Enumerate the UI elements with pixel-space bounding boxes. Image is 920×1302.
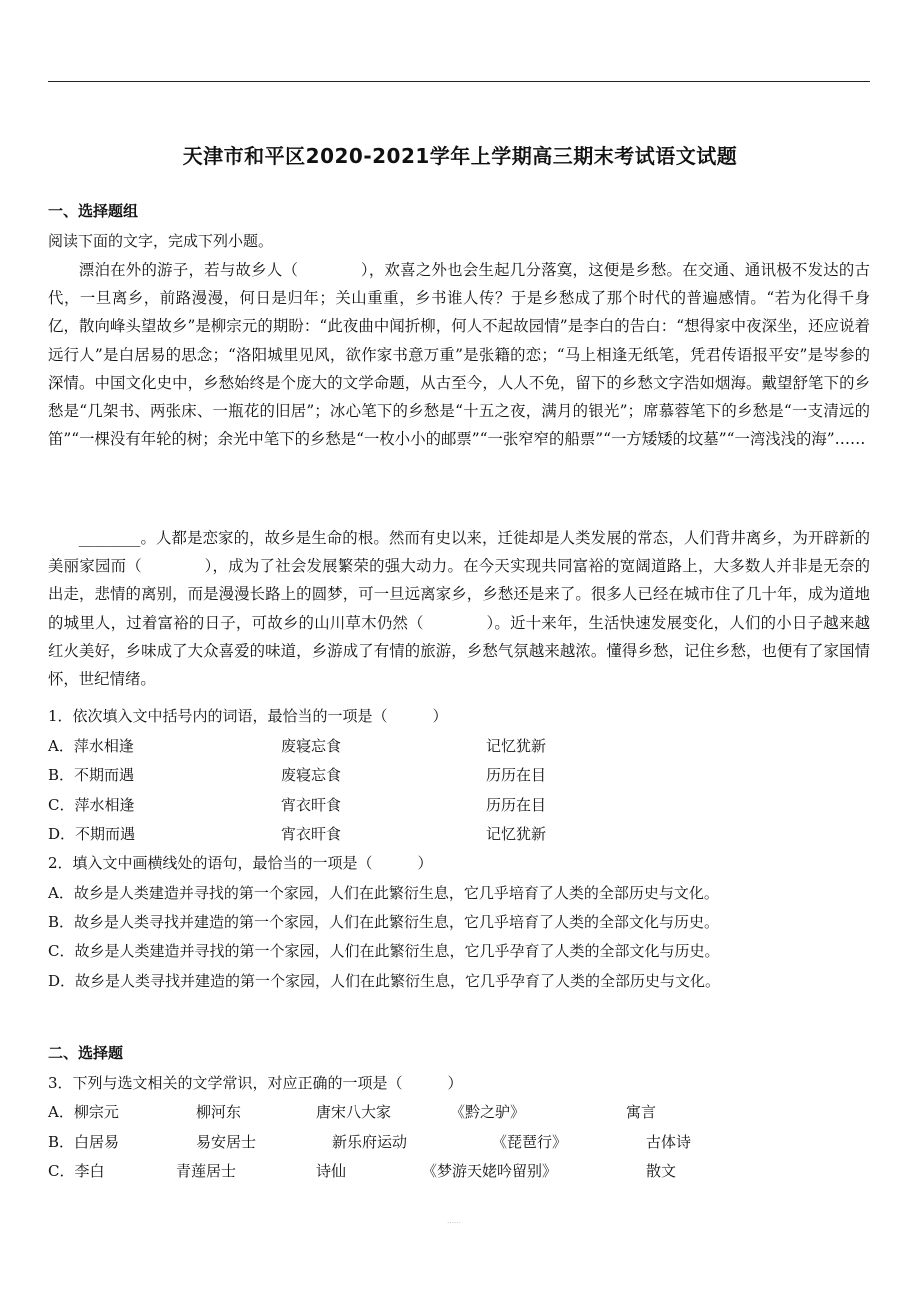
question-3-stem: 3．下列与选文相关的文学常识，对应正确的一项是（ ） <box>48 1074 463 1092</box>
option-text: 废寝忘食 <box>281 766 342 785</box>
question-1-option-d[interactable] <box>48 823 870 852</box>
question-3-option-c[interactable] <box>48 1160 870 1190</box>
question-3-options <box>48 1101 870 1190</box>
option-text: 宵衣旰食 <box>281 825 342 844</box>
option-text: 唐宋八大家 <box>316 1103 392 1121</box>
option-text: 青莲居士 <box>176 1162 237 1181</box>
question-3-option-a[interactable] <box>48 1101 870 1131</box>
option-text: 废寝忘食 <box>281 737 342 755</box>
option-text: B．白居易 <box>48 1132 120 1151</box>
option-text: 宵衣旰食 <box>281 795 342 814</box>
option-text: 寓言 <box>626 1103 657 1121</box>
header-rule <box>48 81 870 82</box>
option-text: 新乐府运动 <box>332 1132 408 1151</box>
section-heading-2: 二、选择题 <box>48 1044 124 1062</box>
question-2-option-c[interactable]: C．故乡是人类建造并寻找的第一个家园，人们在此繁衍生息，它几乎孕育了人类的全部文化与历史。 <box>48 942 720 961</box>
option-text: 散文 <box>646 1162 677 1181</box>
question-2-option-b[interactable]: B．故乡是人类寻找并建造的第一个家园，人们在此繁衍生息，它几乎培育了人类的全部文化与历史。 <box>48 913 720 932</box>
option-text: 《黔之驴》 <box>450 1103 526 1121</box>
option-text: 诗仙 <box>316 1162 347 1181</box>
question-1-option-c[interactable] <box>48 794 870 823</box>
passage-paragraph-1: 漂泊在外的游子，若与故乡人（ ），欢喜之外也会生起几分落寞，这便是乡愁。在交通、通讯极不发达的古代，一旦离乡，前路漫漫，何日是归年；关山重重，乡书谁人传？于是乡愁成了那个时代的普遍感情。“若为化得千身亿，散向峰头望故乡”是柳宗元的期盼：“此夜曲中闻折柳，何人不起故园情”是李白的告白：“想得家中夜深坐，还应说着远行人”是白居易的思念；“洛阳城里见风，欲作家书意万重”是张籍的恋；“马上相逢无纸笔，凭君传语报平安”是岑参的深情。中国文化史中，乡愁始终是个庞大的文学命题，从古至今，人人不免，留下的乡愁文字浩如烟海。戴望舒笔下的乡愁是“几架书、两张床、一瓶花的旧居”；冰心笔下的乡愁是“十五之夜，满月的银光”；席慕蓉笔下的乡愁是“一支清远的笛”“一棵没有年轮的树；余光中笔下的乡愁是“一枚小小的邮票”“一张窄窄的船票”“一方矮矮的坟墓”“一湾浅浅的海”…… <box>48 261 870 449</box>
option-text: 历历在目 <box>486 795 547 814</box>
section-heading-1: 一、选择题组 <box>48 202 139 220</box>
question-2-option-d[interactable]: D．故乡是人类寻找并建造的第一个家园，人们在此繁衍生息，它几乎孕育了人类的全部历史与文化。 <box>48 971 721 990</box>
option-text: A．萍水相逢 <box>48 737 134 755</box>
question-2-stem: 2．填入文中画横线处的语句，最恰当的一项是（ ） <box>48 854 433 872</box>
option-text: 《梦游天姥吟留别》 <box>422 1162 558 1181</box>
page-title: 天津市和平区2020-2021学年上学期高三期末考试语文试题 <box>182 144 738 168</box>
option-text: 历历在目 <box>486 766 547 785</box>
question-1-option-a[interactable] <box>48 735 870 764</box>
option-text: 《琵琶行》 <box>492 1132 568 1151</box>
question-2-options <box>48 882 870 999</box>
option-text: B．不期而遇 <box>48 766 135 785</box>
option-text: 柳河东 <box>196 1103 242 1121</box>
question-1-option-b[interactable] <box>48 764 870 793</box>
option-text: C．李白 <box>48 1162 105 1181</box>
question-3-option-b[interactable] <box>48 1131 870 1161</box>
option-text: D．不期而遇 <box>48 825 136 844</box>
passage-paragraph-2: ________。人都是恋家的，故乡是生命的根。然而有史以来，迁徙却是人类发展的常态，人们背井离乡，为开辟新的美丽家园而（ ），成为了社会发展繁荣的强大动力。在今天实现共同富裕的宽阔道路上，大多数人并非是无奈的出走，悲情的离别，而是漫漫长路上的圆梦，可一旦远离家乡，乡愁还是来了。很多人已经在城市住了几十年，成为道地的城里人，过着富裕的日子，可故乡的山川草木仍然（ ）。近十来年，生活快速发展变化，人们的小日子越来越红火美好，乡味成了大众喜爱的味道，乡游成了有情的旅游，乡愁气氛越来越浓。懂得乡愁，记住乡愁，也便有了家国情怀，世纪情绪。 <box>48 529 870 689</box>
page-footer-mark: …… <box>447 1217 461 1225</box>
option-text: C．萍水相逢 <box>48 795 135 814</box>
option-text: 记忆犹新 <box>486 825 547 844</box>
question-2-option-a[interactable]: A．故乡是人类建造并寻找的第一个家园，人们在此繁衍生息，它几乎培育了人类的全部历史与文化。 <box>48 884 719 902</box>
option-text: 记忆犹新 <box>486 737 547 755</box>
option-text: A．柳宗元 <box>48 1103 119 1121</box>
option-text: 易安居士 <box>196 1132 257 1151</box>
question-1-stem: 1．依次填入文中括号内的词语，最恰当的一项是（ ） <box>48 707 448 725</box>
option-text: 古体诗 <box>646 1132 692 1151</box>
question-1-options <box>48 735 870 853</box>
instruction-text: 阅读下面的文字，完成下列小题。 <box>48 232 274 250</box>
